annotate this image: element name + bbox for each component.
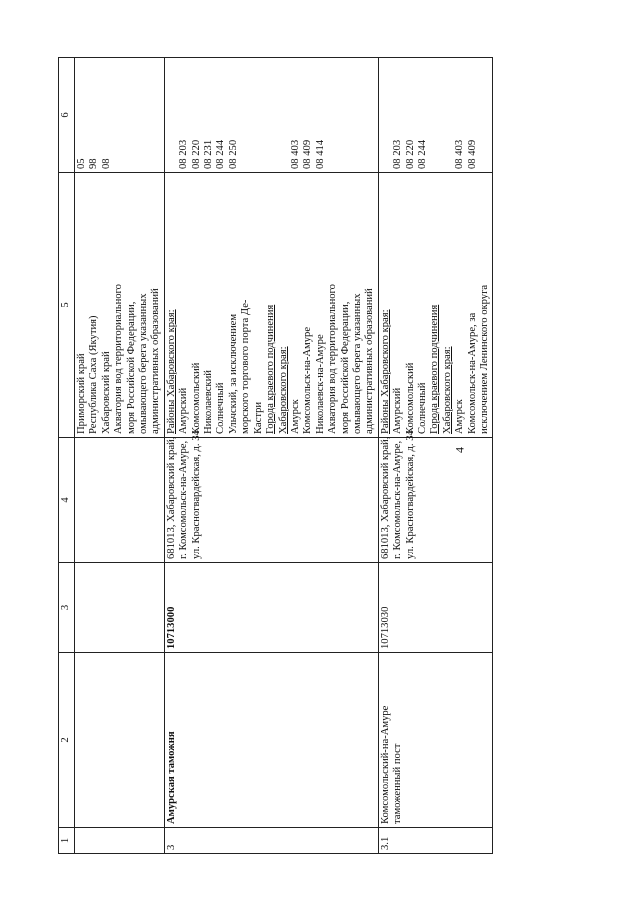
column-header: 4 <box>59 438 75 563</box>
address-line: г. Комсомольск-на-Амуре, <box>392 440 404 559</box>
region-line: Солнечный <box>215 382 227 434</box>
customs-table <box>58 57 493 854</box>
okato-code <box>166 61 178 169</box>
customs-code-cell <box>164 563 378 653</box>
region-line: Амурск <box>454 399 466 434</box>
region-line: административных образований <box>364 288 376 434</box>
okato-code <box>138 61 150 169</box>
region-line: Районы Хабаровского края: <box>165 309 177 434</box>
okato-code: 08 250 <box>227 139 239 169</box>
region-line: Хабаровского края: <box>277 346 289 434</box>
column-header: 3 <box>59 563 75 653</box>
region-line: Республика Саха (Якутия) <box>88 315 100 434</box>
region-line: Ульчский, за исключением <box>227 313 239 434</box>
okato-code: 08 409 <box>302 139 314 169</box>
customs-name-cell <box>378 653 493 828</box>
table-row <box>164 58 378 854</box>
address-cell <box>378 430 493 563</box>
region-line: исключением Ленинского округа <box>479 284 490 434</box>
region-line: омывающего берега указанных <box>351 293 363 434</box>
table-row <box>75 58 165 854</box>
address-line: г. Комсомольск-на-Амуре, <box>178 440 190 559</box>
row-number-cell <box>164 828 378 854</box>
table-row <box>378 58 493 854</box>
okato-code <box>380 61 392 169</box>
okato-code <box>340 61 352 169</box>
rotated-table-wrapper <box>58 58 590 854</box>
region-line: Акватория вод территориального <box>327 284 339 434</box>
okato-code: 08 203 <box>392 139 404 169</box>
region-line: Районы Хабаровского края: <box>379 309 391 434</box>
column-header: 5 <box>59 173 75 438</box>
region-line: Города краевого подчинения <box>265 304 277 434</box>
region-line: Хабаровский край <box>100 351 112 434</box>
region-line: административных образований <box>150 288 162 434</box>
okato-code <box>265 61 277 169</box>
region-line: Амурск <box>289 399 301 434</box>
customs-code: 10713000 <box>165 606 177 649</box>
okato-code <box>479 61 491 169</box>
regions-cell <box>164 173 378 438</box>
region-line: Николаевский <box>203 370 215 434</box>
okato-code: 08 <box>100 158 112 169</box>
region-line: моря Российской Федерации, <box>125 301 137 434</box>
customs-name: Комсомольский-на-Амуре таможенный пост <box>379 705 404 824</box>
okato-code <box>429 61 441 169</box>
row-number: 3 <box>165 844 177 850</box>
okato-code <box>327 61 339 169</box>
region-line: Приморский край <box>76 353 87 434</box>
address-cell <box>164 430 378 563</box>
okato-cell <box>75 58 165 173</box>
region-line: Кастри <box>252 401 264 434</box>
region-line: Николаевск-на-Амуре <box>314 334 326 434</box>
region-line: Хабаровского края: <box>441 346 453 434</box>
region-line: моря Российской Федерации, <box>339 301 351 434</box>
okato-code: 08 220 <box>404 139 416 169</box>
okato-code <box>352 61 364 169</box>
regions-cell <box>75 173 165 438</box>
column-header: 6 <box>59 58 75 173</box>
row-number-cell <box>75 828 165 854</box>
region-line: Комсомольский <box>404 362 416 434</box>
column-header: 2 <box>59 653 75 828</box>
address-line: ул. Красногвардейская, д. 34 <box>404 430 416 559</box>
okato-code: 05 <box>76 158 87 169</box>
okato-code: 08 203 <box>178 139 190 169</box>
okato-code: 08 244 <box>215 139 227 169</box>
okato-code: 08 220 <box>190 139 202 169</box>
row-number-cell <box>378 828 493 854</box>
region-line: Солнечный <box>416 382 428 434</box>
customs-name-cell <box>75 653 165 828</box>
column-header-row <box>59 58 75 854</box>
customs-code-cell <box>75 563 165 653</box>
region-line: Комсомольский <box>190 362 202 434</box>
document-sheet <box>58 58 590 854</box>
okato-code <box>253 61 265 169</box>
region-line: морского торгового порта Де- <box>240 299 252 434</box>
region-line: Комсомольск-на-Амуре, за <box>466 312 478 434</box>
customs-name-cell <box>164 653 378 828</box>
column-header: 1 <box>59 828 75 854</box>
okato-cell <box>164 58 378 173</box>
okato-code <box>126 61 138 169</box>
region-line: Акватория вод территориального <box>113 284 125 434</box>
okato-code <box>364 61 376 169</box>
row-number: 3.1 <box>379 836 391 850</box>
address-line: 681013, Хабаровский край, <box>379 436 391 559</box>
okato-code: 08 244 <box>416 139 428 169</box>
address-line: 681013, Хабаровский край, <box>165 436 177 559</box>
region-line: омывающего берега указанных <box>138 293 150 434</box>
okato-code <box>240 61 252 169</box>
okato-code <box>442 61 454 169</box>
okato-code: 08 403 <box>454 139 466 169</box>
okato-code: 98 <box>88 158 100 169</box>
okato-code <box>150 61 162 169</box>
page-number: 4 <box>452 447 467 453</box>
customs-name: Амурская таможня <box>165 731 177 824</box>
region-line: Комсомольск-на-Амуре <box>302 326 314 434</box>
okato-code <box>113 61 125 169</box>
okato-cell <box>378 58 493 173</box>
okato-code: 08 409 <box>466 139 478 169</box>
address-cell <box>75 438 165 563</box>
customs-code-cell <box>378 563 493 653</box>
region-line: Амурский <box>178 387 190 434</box>
region-line: Амурский <box>392 387 404 434</box>
address-line: ул. Красногвардейская, д. 34 <box>190 430 202 559</box>
region-line: Города краевого подчинения <box>429 304 441 434</box>
okato-code: 08 403 <box>289 139 301 169</box>
okato-code: 08 414 <box>314 139 326 169</box>
okato-code <box>278 61 290 169</box>
okato-code: 08 231 <box>203 139 215 169</box>
customs-code: 10713030 <box>379 606 391 649</box>
regions-cell <box>378 173 493 438</box>
